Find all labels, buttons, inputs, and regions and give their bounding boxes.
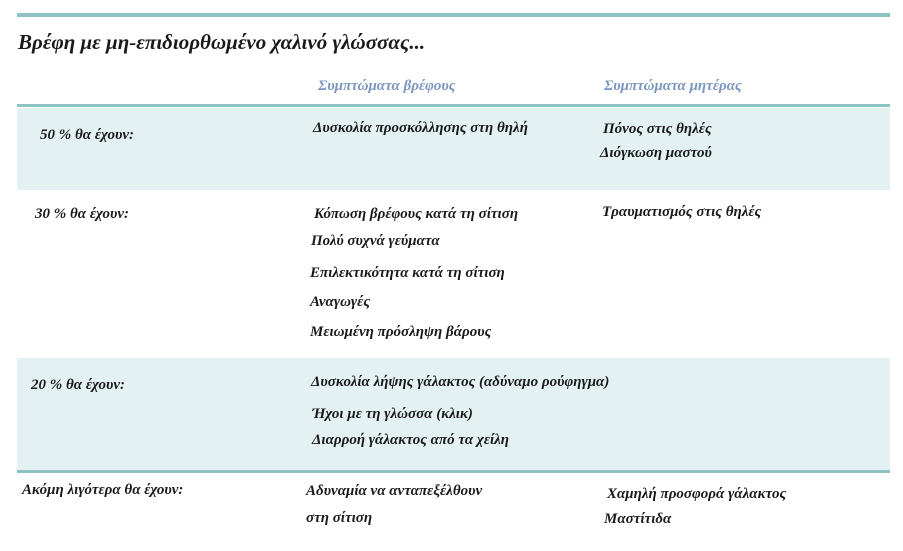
baby-symptom: Μειωμένη πρόσληψη βάρους	[310, 324, 492, 340]
slide-title: Βρέφη με μη-επιδιορθωμένο χαλινό γλώσσας...	[18, 30, 426, 54]
baby-symptom: Κόπωση βρέφους κατά τη σίτιση	[314, 206, 519, 222]
baby-symptom: Διαρροή γάλακτος από τα χείλη	[312, 432, 510, 448]
header-mother-symptoms: Συμπτώματα μητέρας	[604, 78, 742, 94]
row-separator	[17, 470, 890, 473]
mother-symptom: Πόνος στις θηλές	[603, 121, 712, 137]
baby-symptom: Επιλεκτικότητα κατά τη σίτιση	[310, 265, 505, 281]
baby-symptom: Δυσκολία λήψης γάλακτος (αδύναμο ρούφηγμα)	[311, 374, 610, 390]
row-separator	[17, 104, 890, 107]
mother-symptom: Χαμηλή προσφορά γάλακτος	[607, 486, 787, 502]
baby-symptom: στη σίτιση	[306, 510, 373, 526]
header-baby-symptoms: Συμπτώματα βρέφους	[318, 78, 456, 94]
baby-symptom: Πολύ συχνά γεύματα	[311, 233, 440, 249]
row-label-20: 20 % θα έχουν:	[31, 377, 125, 393]
baby-symptom: Ήχοι με τη γλώσσα (κλικ)	[312, 406, 473, 422]
baby-symptom: Δυσκολία προσκόλλησης στη θηλή	[313, 120, 528, 136]
row-label-fewer: Ακόμη λιγότερα θα έχουν:	[22, 482, 184, 498]
mother-symptom: Διόγκωση μαστού	[600, 145, 712, 161]
row-label-50: 50 % θα έχουν:	[40, 127, 134, 143]
baby-symptom: Αδυναμία να ανταπεξέλθουν	[306, 483, 483, 499]
baby-symptom: Αναγωγές	[310, 294, 371, 310]
mother-symptom: Τραυματισμός στις θηλές	[602, 204, 762, 220]
top-rule	[17, 13, 890, 17]
mother-symptom: Μαστίτιδα	[604, 511, 672, 527]
row-label-30: 30 % θα έχουν:	[35, 206, 129, 222]
